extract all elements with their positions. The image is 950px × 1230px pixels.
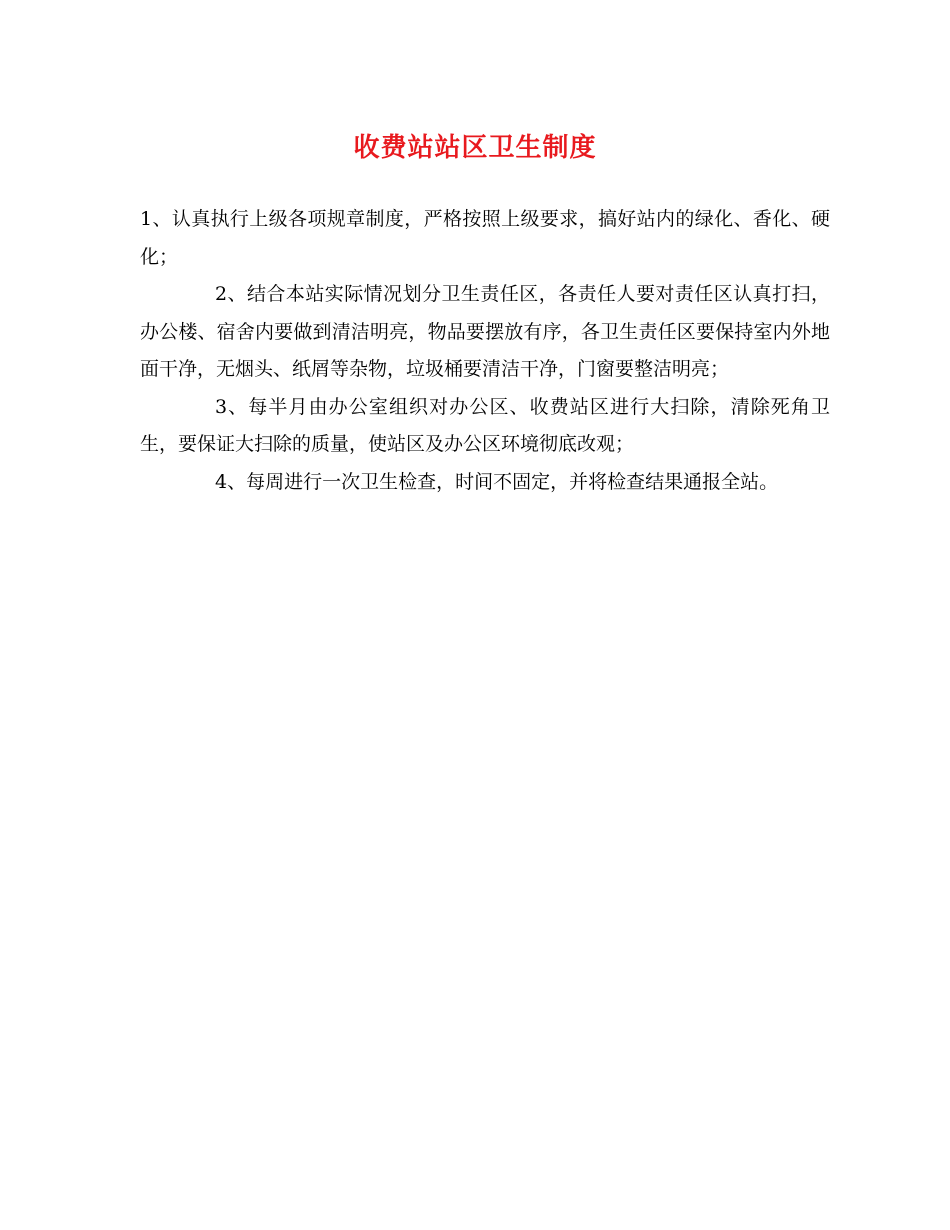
paragraph-4: 4、每周进行一次卫生检查，时间不固定，并将检查结果通报全站。 xyxy=(215,470,779,493)
document-body xyxy=(140,201,830,501)
paragraph-1: 1、认真执行上级各项规章制度，严格按照上级要求，搞好站内的绿化、香化、硬化； xyxy=(140,208,830,268)
paragraph-3: 3、每半月由办公室组织对办公区、收费站区进行大扫除，清除死角卫生，要保证大扫除的质量，使站区及办公区环境彻底改观； xyxy=(140,395,830,455)
paragraph-2: 2、结合本站实际情况划分卫生责任区，各责任人要对责任区认真打扫，办公楼、宿舍内要做到清洁明亮，物品要摆放有序，各卫生责任区要保持室内外地面干净，无烟头、纸屑等杂物，垃圾桶要清洁干净，门窗要整洁明亮； xyxy=(140,283,830,380)
document-title: 收费站站区卫生制度 xyxy=(353,133,597,163)
